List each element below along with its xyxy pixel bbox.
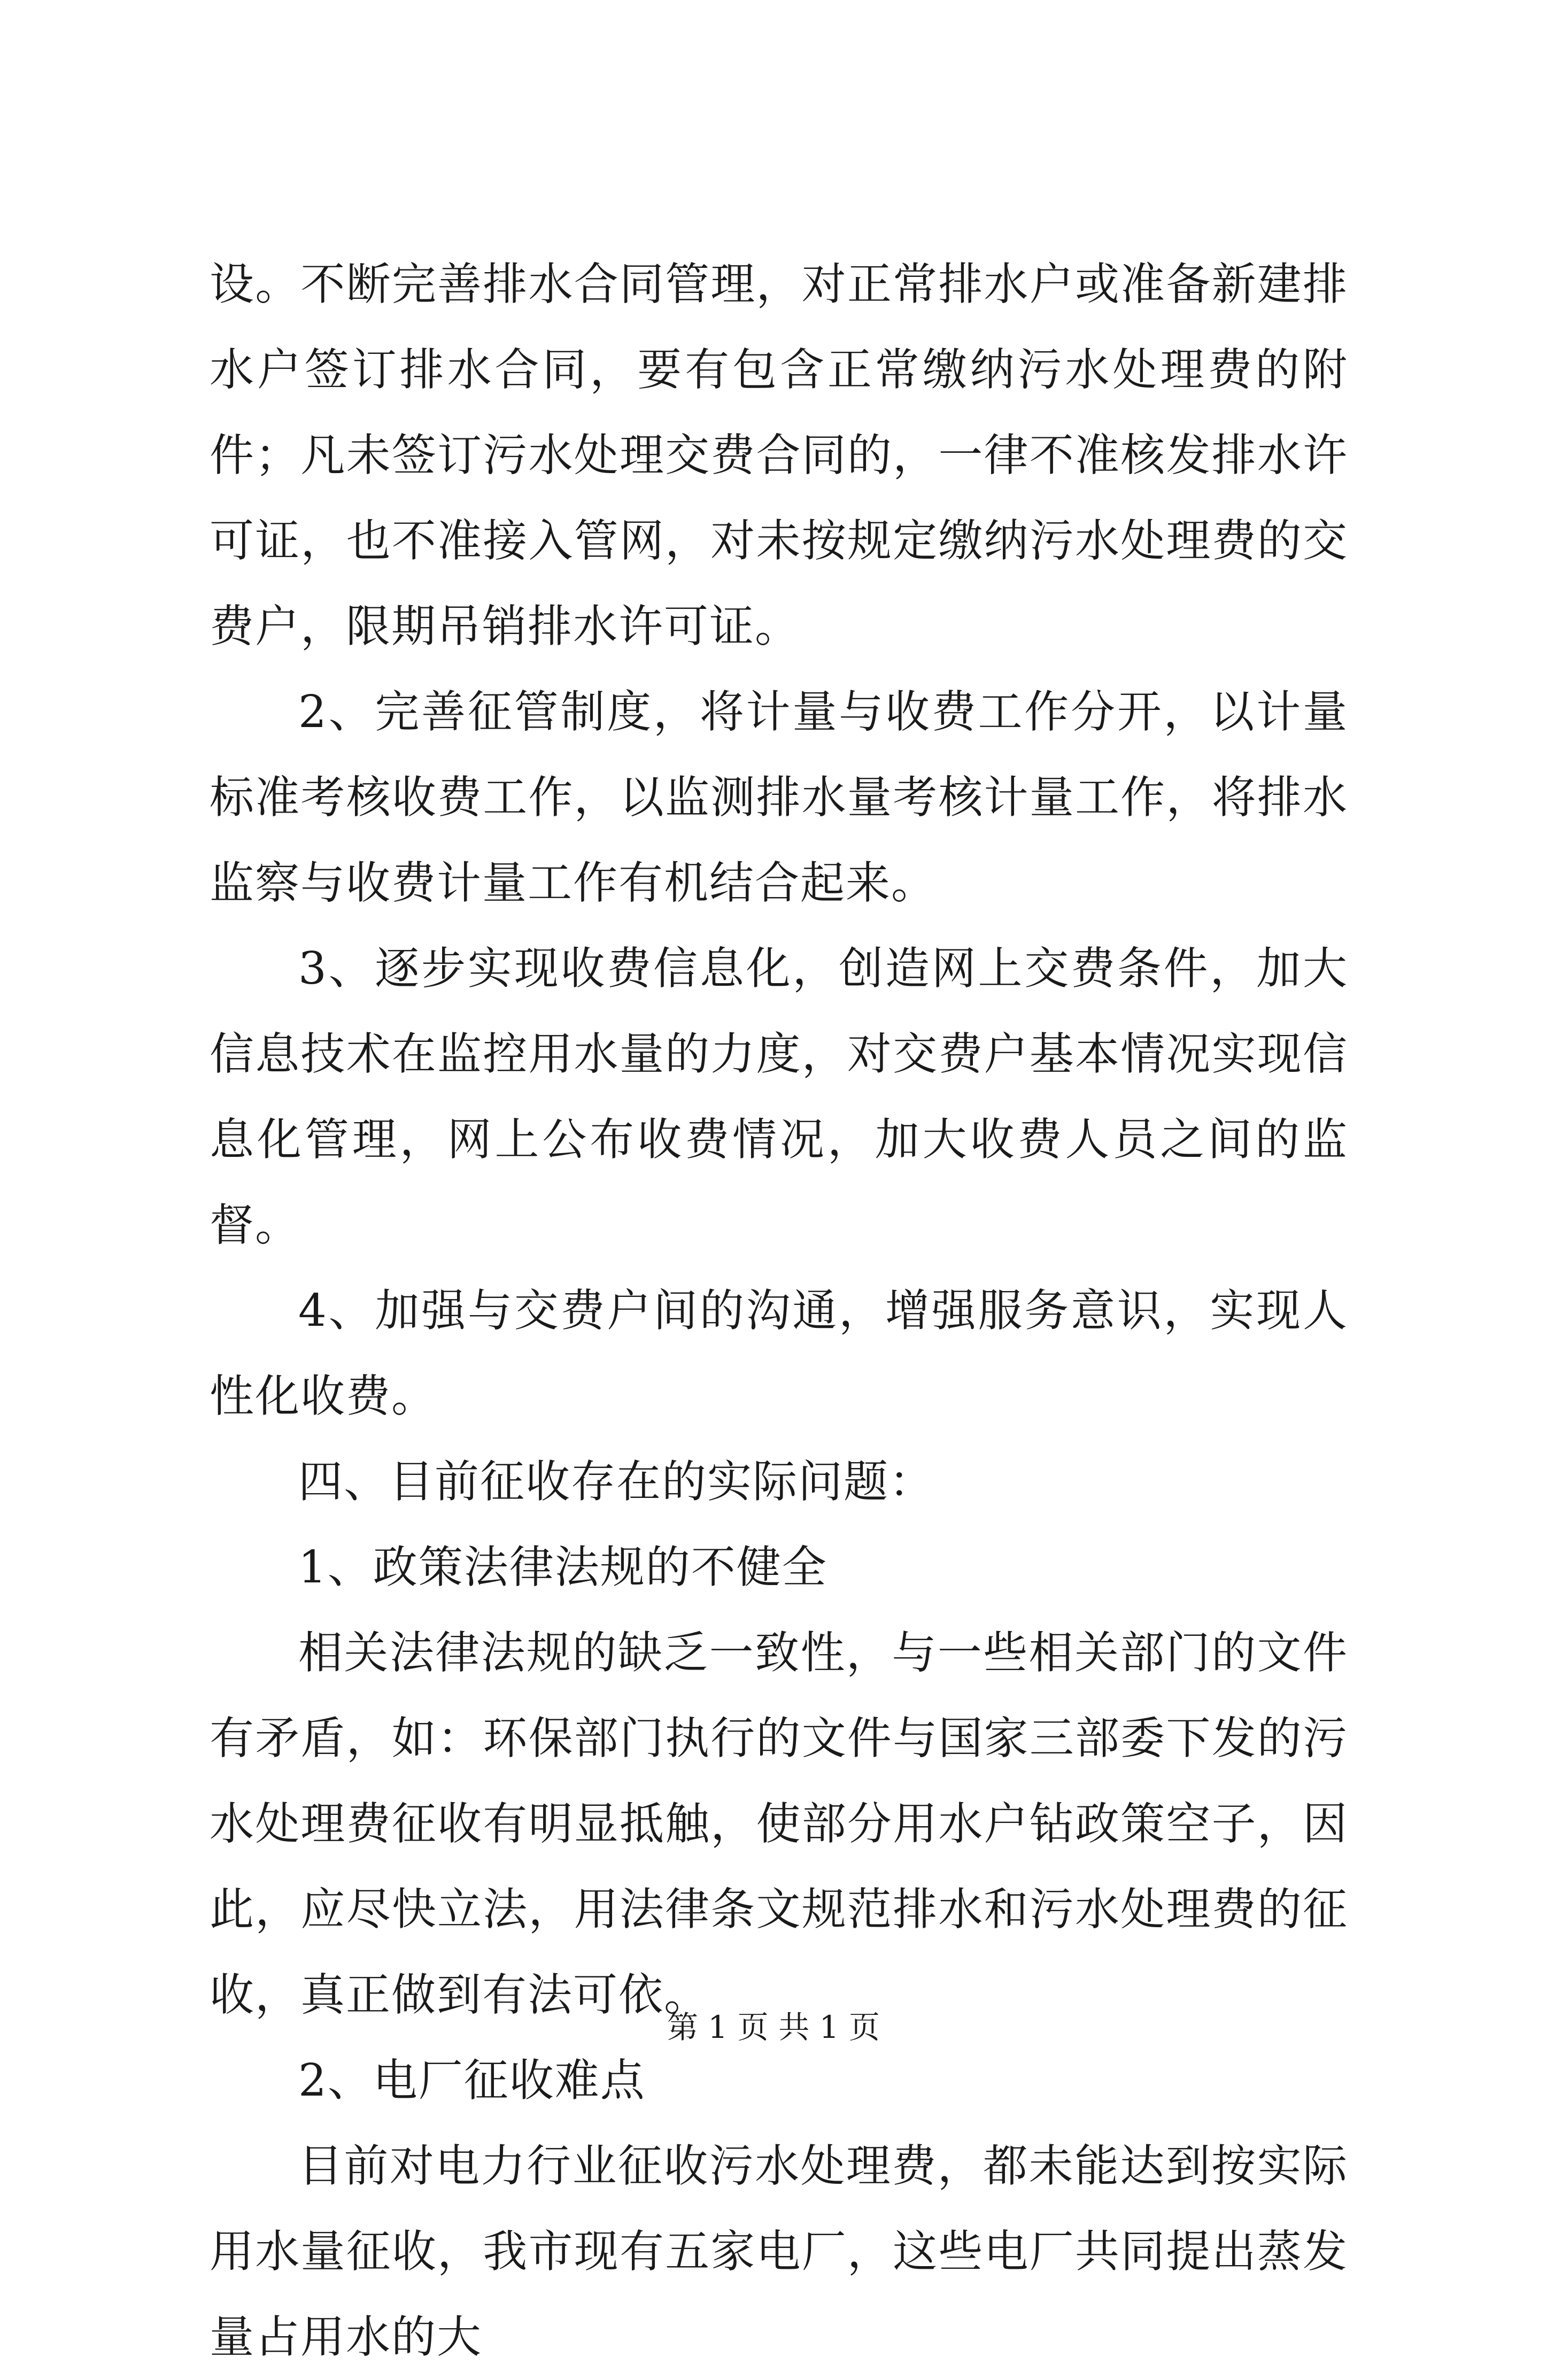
page-footer: 第 1 页 共 1 页 [667,2009,880,2045]
document-body [210,242,1348,2380]
subheading-2: 2、电厂征收难点 [298,2054,646,2106]
paragraph-4: 4、加强与交费户间的沟通，增强服务意识，实现人性化收费。 [210,1285,1348,1422]
subheading-1: 1、政策法律法规的不健全 [298,1541,827,1593]
paragraph-6: 目前对电力行业征收污水处理费，都未能达到按实际用水量征收，我市现有五家电厂，这些电厂共同提出蒸发量占用水的大 [210,2140,1348,2363]
paragraph-3: 3、逐步实现收费信息化，创造网上交费条件，加大信息技术在监控用水量的力度，对交费户基本情况实现信息化管理，网上公布收费情况，加大收费人员之间的监督。 [210,942,1348,1251]
paragraph-1: 设。不断完善排水合同管理，对正常排水户或准备新建排水户签订排水合同，要有包含正常缴纳污水处理费的附件；凡未签订污水处理交费合同的，一律不准核发排水许可证，也不准接入管网，对未按规定缴纳污水处理费的交费户，限期吊销排水许可证。 [210,258,1348,652]
section-heading-4: 四、目前征收存在的实际问题： [298,1456,934,1508]
paragraph-2: 2、完善征管制度，将计量与收费工作分开，以计量标准考核收费工作，以监测排水量考核计量工作，将排水监察与收费计量工作有机结合起来。 [210,686,1348,909]
paragraph-5: 相关法律法规的缺乏一致性，与一些相关部门的文件有矛盾，如：环保部门执行的文件与国家三部委下发的污水处理费征收有明显抵触，使部分用水户钻政策空子，因此，应尽快立法，用法律条文规范排水和污水处理费的征收，真正做到有法可依。 [210,1627,1348,2021]
